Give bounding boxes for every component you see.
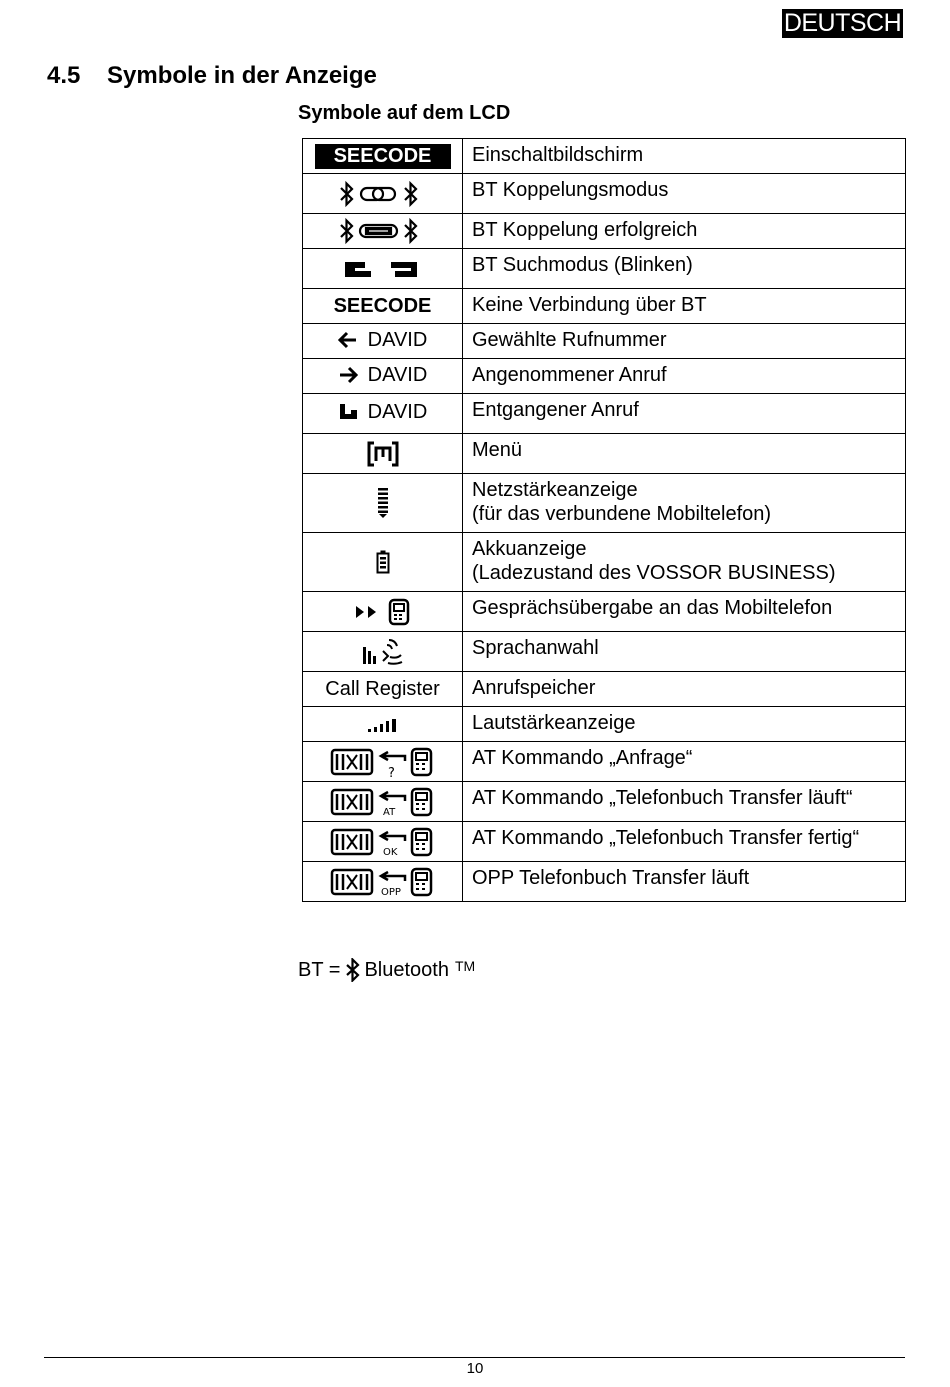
table-row <box>303 822 906 862</box>
symbol-cell <box>303 249 463 289</box>
description-cell <box>463 533 906 592</box>
description-text: Gesprächsübergabe an das Mobiltelefon <box>472 597 833 619</box>
table-row <box>303 742 906 782</box>
signal-strength-icon <box>376 487 390 519</box>
description-text: OPP Telefonbuch Transfer läuft <box>472 867 750 889</box>
section-number: 4.5 <box>47 62 81 89</box>
description-text: Akkuanzeige <box>472 538 587 560</box>
table-row <box>303 174 906 214</box>
symbol-cell <box>303 174 463 214</box>
description-cell <box>463 592 906 632</box>
table-row <box>303 249 906 289</box>
table-row <box>303 592 906 632</box>
symbol-cell <box>303 782 463 822</box>
description-text: AT Kommando „Telefonbuch Transfer läuft“ <box>472 787 853 809</box>
description-cell <box>463 632 906 672</box>
description-cell <box>463 359 906 394</box>
at-transfer-running-icon <box>330 785 436 819</box>
battery-icon <box>376 550 390 574</box>
table-row <box>303 324 906 359</box>
table-row <box>303 707 906 742</box>
description-cell <box>463 782 906 822</box>
symbol-cell <box>303 359 463 394</box>
symbol-cell <box>303 474 463 533</box>
symbol-cell <box>303 139 463 174</box>
table-row <box>303 862 906 902</box>
description-detail: (für das verbundene Mobiltelefon) <box>472 503 772 525</box>
symbol-cell <box>303 289 463 324</box>
description-cell <box>463 707 906 742</box>
description-text: Menü <box>472 439 523 461</box>
description-cell <box>463 742 906 782</box>
at-transfer-done-icon <box>330 825 436 859</box>
call-register-label: Call Register <box>325 678 440 700</box>
table-row <box>303 672 906 707</box>
table-row <box>303 214 906 249</box>
table-row <box>303 139 906 174</box>
table-row <box>303 782 906 822</box>
at-done-label: OK <box>382 846 397 858</box>
section-title-text: Symbole in der Anzeige <box>107 62 377 89</box>
description-cell <box>463 214 906 249</box>
symbol-cell <box>303 324 463 359</box>
missed-call-icon <box>338 403 358 421</box>
footer-divider <box>44 1357 905 1358</box>
symbol-cell <box>303 742 463 782</box>
at-query-label: ? <box>387 765 395 779</box>
description-text: BT Koppelungsmodus <box>472 179 669 201</box>
description-text: Keine Verbindung über BT <box>472 294 707 316</box>
description-cell <box>463 139 906 174</box>
table-row <box>303 289 906 324</box>
symbol-cell <box>303 592 463 632</box>
footnote-text: Bluetooth <box>364 958 449 981</box>
description-text: Sprachanwahl <box>472 637 599 659</box>
symbol-cell <box>303 822 463 862</box>
subsection-title: Symbole auf dem LCD <box>298 102 511 124</box>
description-text: Einschaltbildschirm <box>472 144 644 166</box>
symbol-cell <box>303 672 463 707</box>
volume-level-icon <box>366 717 400 733</box>
opp-transfer-icon <box>330 865 436 899</box>
description-cell <box>463 672 906 707</box>
description-text: BT Suchmodus (Blinken) <box>472 254 693 276</box>
table-row <box>303 359 906 394</box>
bluetooth-icon <box>344 958 362 982</box>
menu-icon <box>367 441 399 467</box>
opp-label: OPP <box>380 886 401 898</box>
description-cell <box>463 822 906 862</box>
description-cell <box>463 474 906 533</box>
symbol-cell <box>303 394 463 434</box>
table-row <box>303 474 906 533</box>
description-cell <box>463 324 906 359</box>
description-cell <box>463 394 906 434</box>
symbol-cell <box>303 707 463 742</box>
footnote-prefix: BT = <box>298 958 341 981</box>
contact-name: DAVID <box>367 363 428 386</box>
description-text: Gewählte Rufnummer <box>472 329 667 351</box>
table-row <box>303 533 906 592</box>
description-text: BT Koppelung erfolgreich <box>472 219 698 241</box>
symbols-table <box>302 138 906 902</box>
description-text: Netzstärkeanzeige <box>472 479 638 501</box>
description-text: Lautstärkeanzeige <box>472 712 636 734</box>
description-cell <box>463 289 906 324</box>
seecode-inverted-label: SEECODE <box>315 144 451 169</box>
seecode-plain-label: SEECODE <box>333 295 432 317</box>
description-text: Angenommener Anruf <box>472 364 667 386</box>
voice-dial-icon <box>361 637 405 667</box>
table-row <box>303 434 906 474</box>
description-text: AT Kommando „Anfrage“ <box>472 747 693 769</box>
call-transfer-icon <box>354 597 412 627</box>
description-text: Anrufspeicher <box>472 677 596 699</box>
bluetooth-pairing-success-icon <box>338 217 428 245</box>
language-badge: DEUTSCH <box>783 9 902 37</box>
description-detail: (Ladezustand des VOSSOR BUSINESS) <box>472 562 836 584</box>
description-cell <box>463 174 906 214</box>
table-row <box>303 394 906 434</box>
bluetooth-footnote <box>298 958 475 982</box>
bluetooth-search-icon <box>343 257 423 281</box>
description-cell <box>463 434 906 474</box>
bluetooth-pairing-mode-icon <box>338 180 428 208</box>
arrow-left-icon <box>338 331 358 349</box>
symbol-cell <box>303 632 463 672</box>
symbol-cell <box>303 214 463 249</box>
contact-name: DAVID <box>367 401 428 423</box>
table-row <box>303 632 906 672</box>
contact-name: DAVID <box>367 328 428 351</box>
at-query-icon <box>330 745 436 779</box>
at-running-label: AT <box>382 806 395 818</box>
symbol-cell <box>303 862 463 902</box>
page-number: 10 <box>466 1360 484 1377</box>
arrow-right-icon <box>338 366 358 384</box>
symbol-cell <box>303 434 463 474</box>
description-cell <box>463 249 906 289</box>
description-text: Entgangener Anruf <box>472 399 639 421</box>
description-cell <box>463 862 906 902</box>
symbol-cell <box>303 533 463 592</box>
trademark-mark: TM <box>454 958 476 974</box>
section-title <box>47 62 377 90</box>
description-text: AT Kommando „Telefonbuch Transfer fertig“ <box>472 827 860 849</box>
